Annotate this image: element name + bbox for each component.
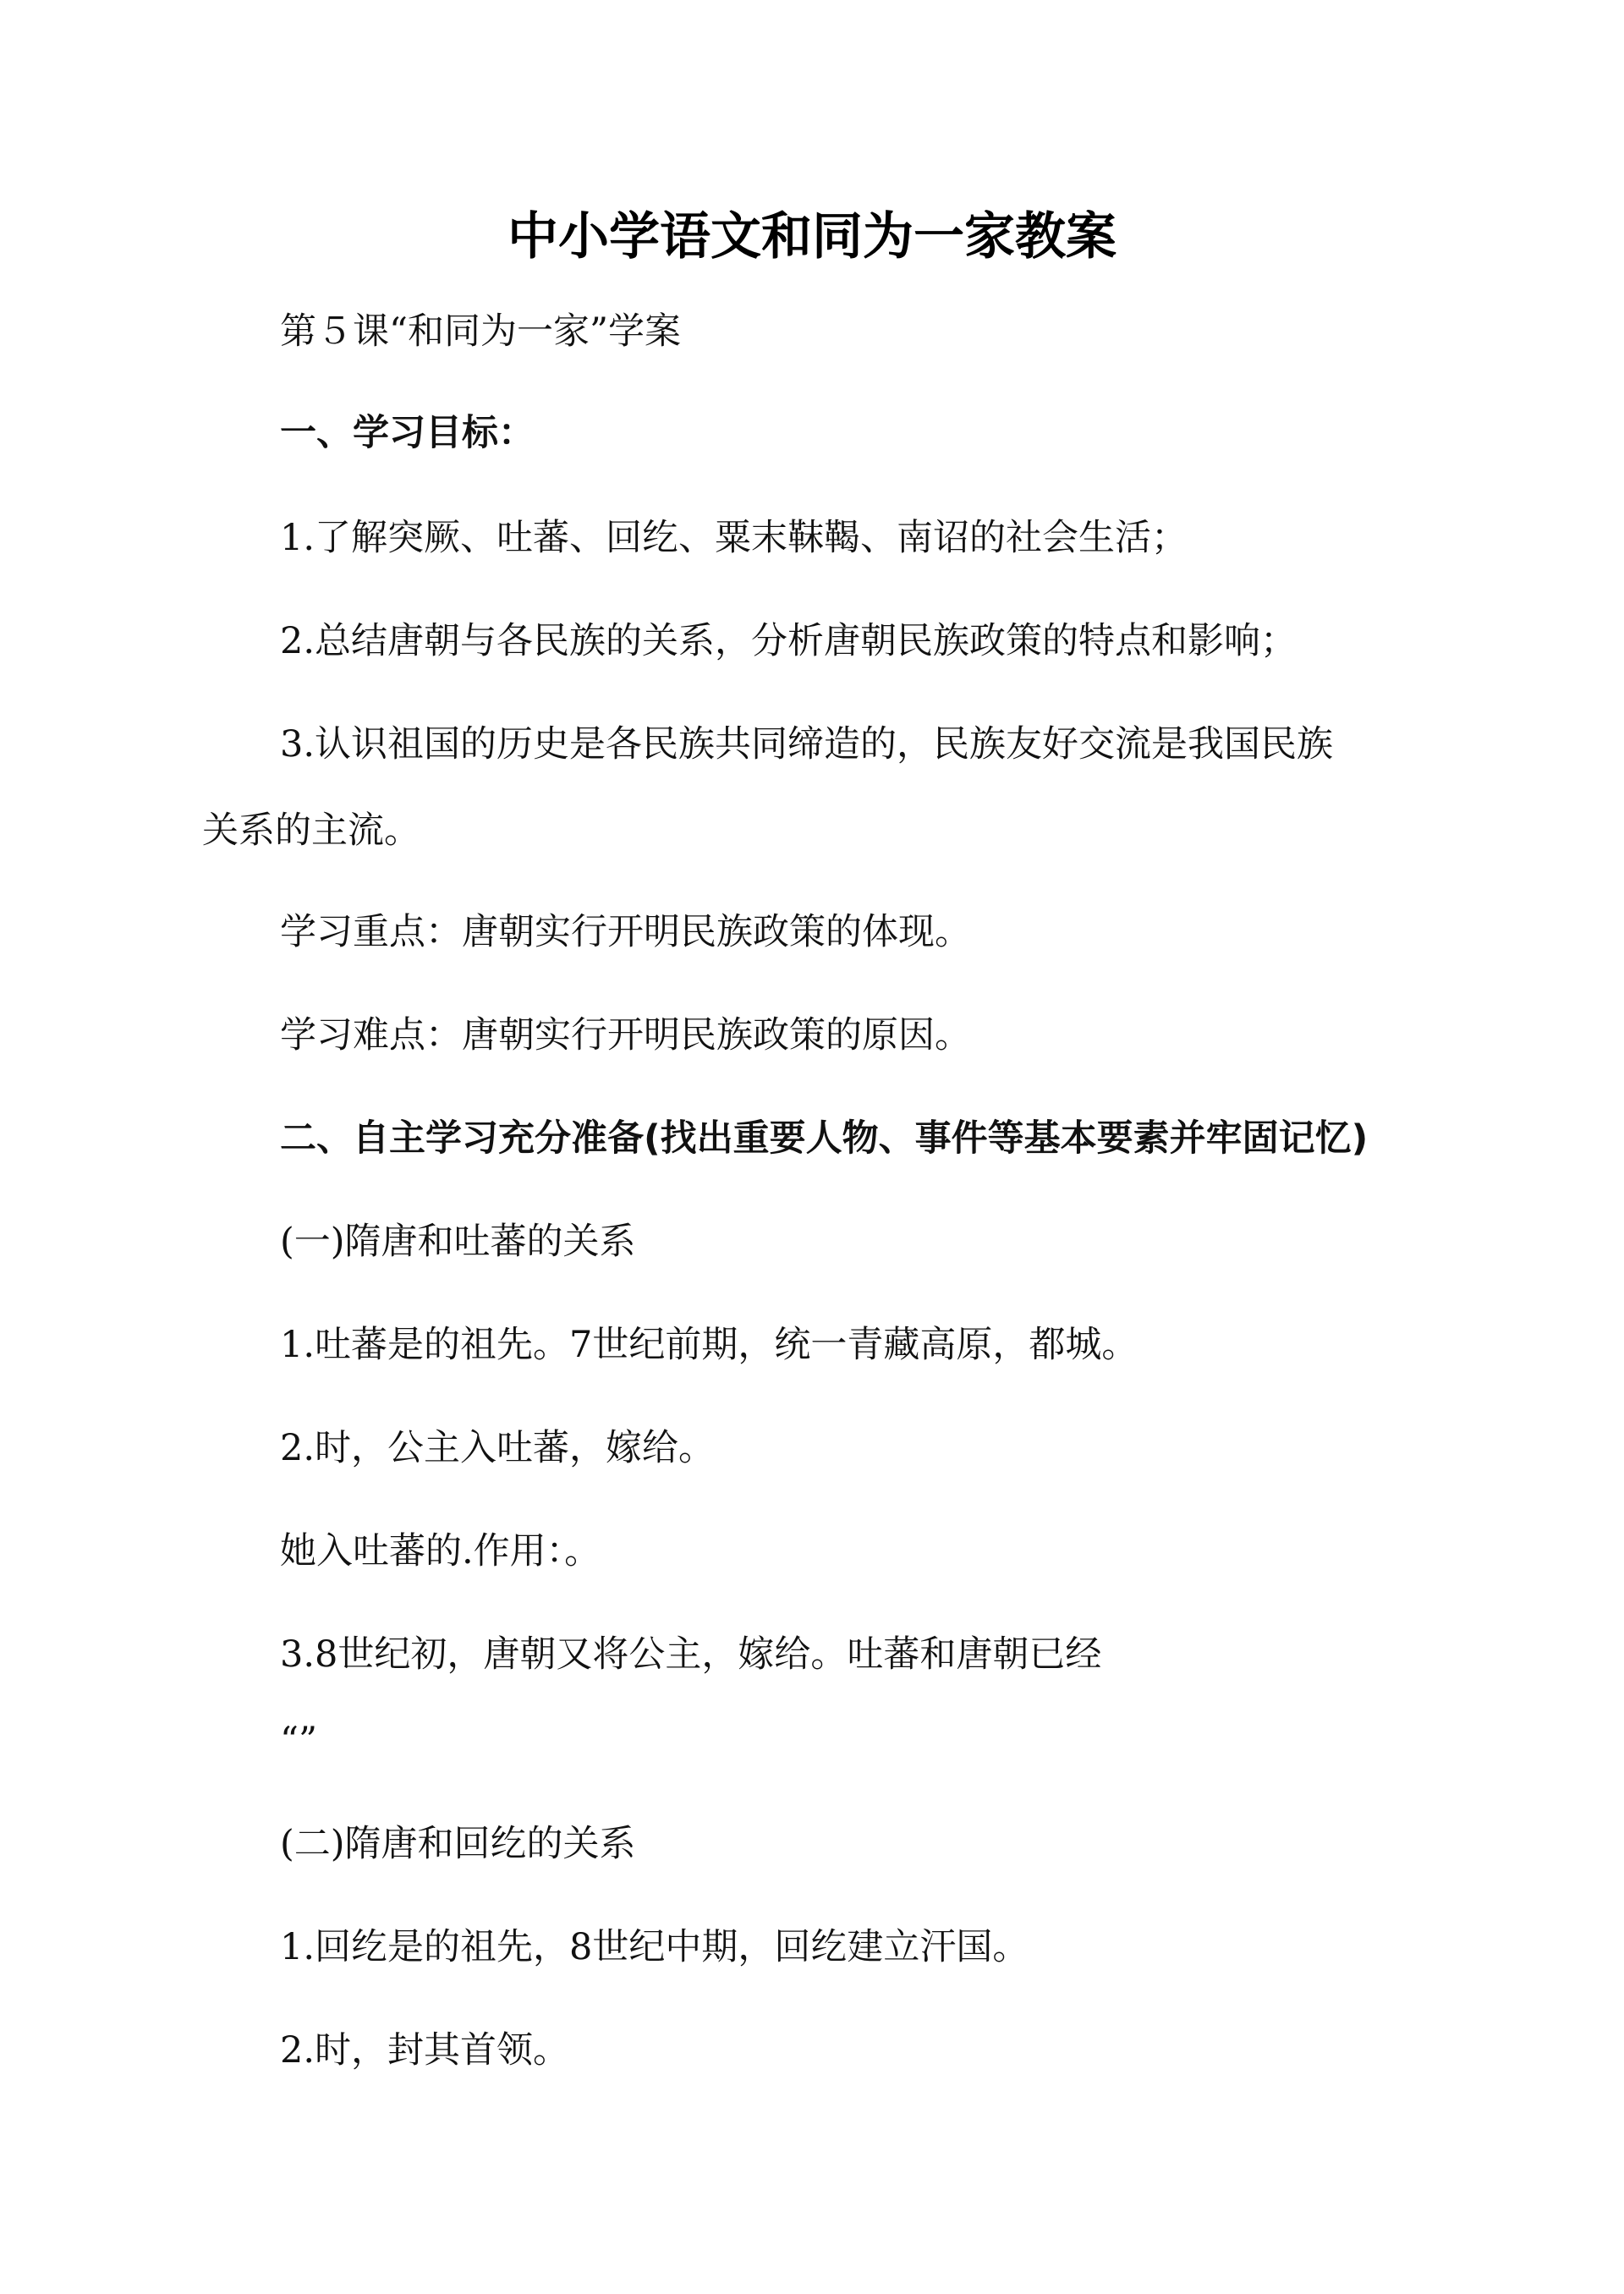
huihe-item-1: 1.回纥是的祖先，8世纪中期，回纥建立汗国。 (280, 1926, 1029, 1968)
objective-3-line-1: 3.认识祖国的历史是各民族共同缔造的，民族友好交流是我国民族 (280, 723, 1334, 766)
section-heading-self-study: 二、自主学习充分准备(找出重要人物、事件等基本要素并牢固记忆) (280, 1117, 1369, 1160)
section-heading-objectives: 一、学习目标： (280, 412, 535, 454)
quote-blank: “” (280, 1720, 317, 1762)
tubo-item-2-effect: 她入吐蕃的.作用：。 (280, 1530, 601, 1572)
objective-1: 1.了解突厥、吐蕃、回纥、粟末靺鞨、南诏的社会生活； (280, 517, 1188, 559)
difficult-point: 学习难点：唐朝实行开明民族政策的原因。 (280, 1014, 971, 1056)
document-title: 中小学语文和同为一家教案 (508, 207, 1116, 266)
tubo-item-3: 3.8世纪初，唐朝又将公主，嫁给。吐蕃和唐朝已经 (280, 1633, 1102, 1676)
huihe-item-2: 2.时，封其首领。 (280, 2029, 570, 2072)
tubo-item-1: 1.吐蕃是的祖先。7世纪前期，统一青藏高原，都城。 (280, 1324, 1138, 1366)
objective-3-line-2: 关系的主流。 (202, 809, 420, 852)
key-point: 学习重点：唐朝实行开明民族政策的体现。 (280, 911, 971, 953)
subsection-tubo: (一)隋唐和吐蕃的关系 (280, 1221, 636, 1263)
subsection-huihe: (二)隋唐和回纥的关系 (280, 1823, 636, 1865)
tubo-item-2: 2.时，公主入吐蕃，嫁给。 (280, 1427, 716, 1469)
lesson-heading: 第５课“和同为一家”学案 (280, 310, 681, 353)
objective-2: 2.总结唐朝与各民族的关系，分析唐朝民族政策的特点和影响； (280, 620, 1298, 662)
